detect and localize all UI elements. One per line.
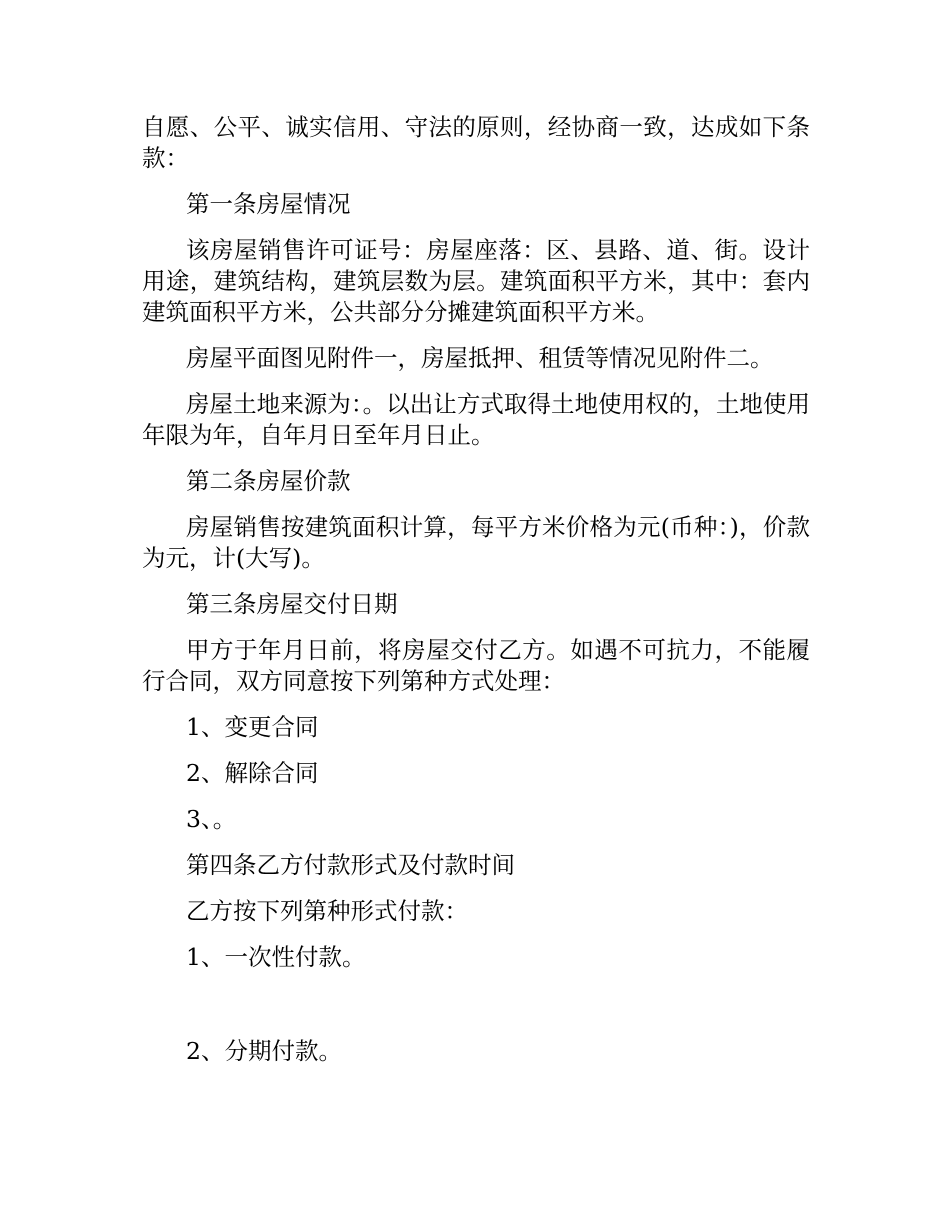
price-paragraph: 房屋销售按建筑面积计算，每平方米价格为元(币种：)，价款为元，计(大写)。 <box>142 513 810 572</box>
floor-plan-paragraph: 房屋平面图见附件一，房屋抵押、租赁等情况见附件二。 <box>186 344 774 372</box>
article-4-heading: 第四条乙方付款形式及付款时间 <box>186 851 515 879</box>
list-item: 2、解除合同 <box>186 759 319 787</box>
land-source-paragraph: 房屋土地来源为：。以出让方式取得土地使用权的，土地使用年限为年，自年月日至年月日止。 <box>142 390 810 449</box>
article-3-heading: 第三条房屋交付日期 <box>186 590 398 618</box>
list-item: 1、变更合同 <box>186 713 319 741</box>
list-item: 1、一次性付款。 <box>186 943 366 971</box>
list-item: 2、分期付款。 <box>186 1037 342 1065</box>
contract-intro-paragraph: 自愿、公平、诚实信用、守法的原则，经协商一致，达成如下条款： <box>142 113 810 172</box>
property-details-paragraph: 该房屋销售许可证号：房屋座落：区、县路、道、街。设计用途，建筑结构，建筑层数为层。建筑面积平方米，其中：套内建筑面积平方米，公共部分分摊建筑面积平方米。 <box>142 236 810 326</box>
list-item: 3、。 <box>186 805 237 833</box>
payment-method-paragraph: 乙方按下列第种形式付款： <box>186 897 468 925</box>
delivery-date-paragraph: 甲方于年月日前，将房屋交付乙方。如遇不可抗力，不能履行合同，双方同意按下列第种方式处理： <box>142 636 810 695</box>
article-1-heading: 第一条房屋情况 <box>186 190 351 218</box>
article-2-heading: 第二条房屋价款 <box>186 467 351 495</box>
document-page <box>142 112 810 1067</box>
